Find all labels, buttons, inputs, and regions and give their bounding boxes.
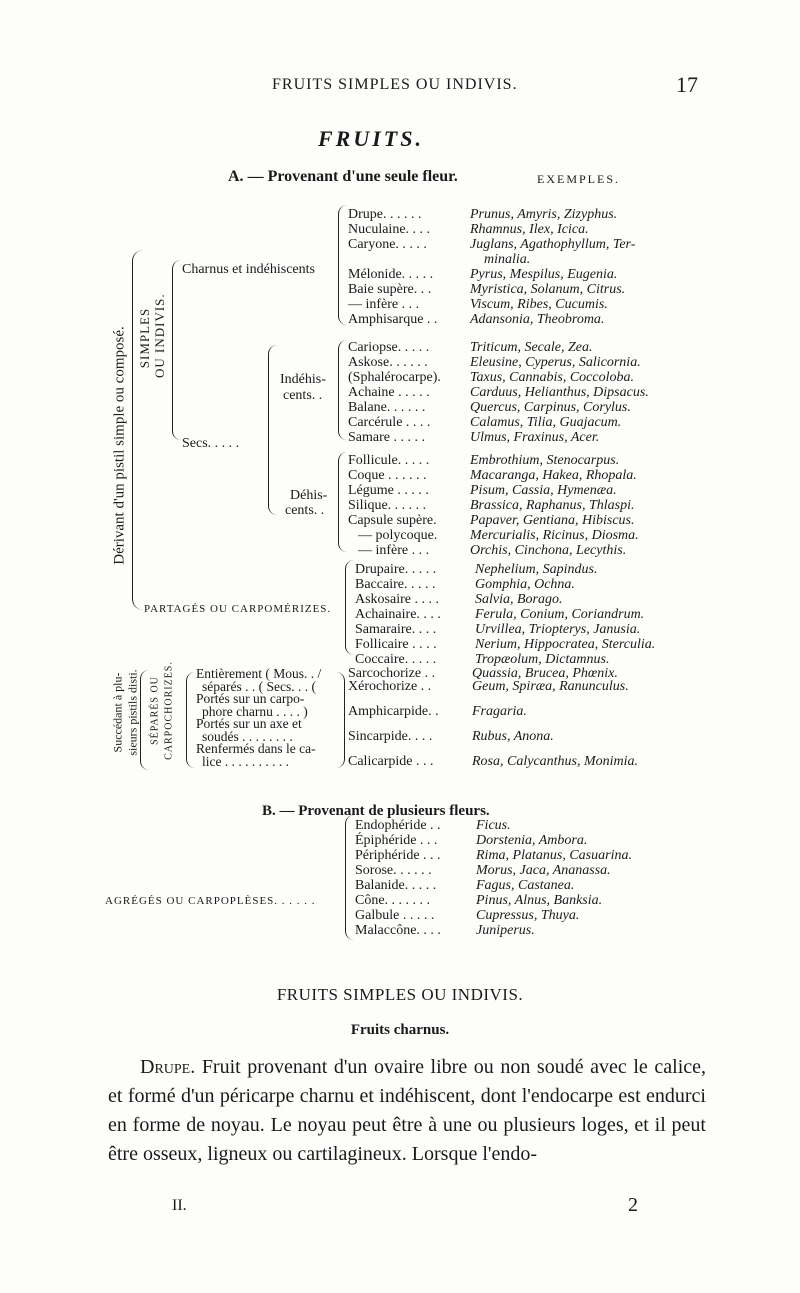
list-item: lice . . . . . . . . . . <box>202 753 289 769</box>
indehiscents-examples <box>470 340 649 445</box>
list-item: Viscum, Ribes, Cucumis. <box>470 297 608 312</box>
list-item: Adansonia, Theobroma. <box>470 312 605 327</box>
list-item: Calamus, Tilia, Guajacum. <box>470 415 622 430</box>
vertical-label-simples: SIMPLES <box>137 307 152 369</box>
list-item: Follicaire . . . . <box>355 637 437 652</box>
list-item: minalia. <box>484 252 531 267</box>
page-number: 17 <box>676 72 698 97</box>
separes-left-column <box>196 668 321 768</box>
list-item: Coccaire. . . . . <box>355 652 437 667</box>
label-indehiscents-2: cents. . <box>283 388 323 403</box>
brace-dehiscents <box>338 452 347 552</box>
list-item: Pisum, Cassia, Hymenæa. <box>470 483 617 498</box>
footer-signature-right: 2 <box>628 1194 638 1216</box>
partages-names <box>355 562 441 667</box>
list-item: Fagus, Castanea. <box>476 878 575 893</box>
list-item: Silique. . . . . . <box>348 498 427 513</box>
list-item: Salvia, Borago. <box>475 592 563 607</box>
list-item: Amphisarque . . <box>348 312 438 327</box>
list-item: Papaver, Gentiana, Hibiscus. <box>470 513 635 528</box>
list-item: Nephelium, Sapindus. <box>475 562 598 577</box>
list-item: Mélonide. . . . . <box>348 267 434 282</box>
list-item: Cupressus, Thuya. <box>476 908 580 923</box>
label-charnus: Charnus et indéhiscents <box>182 262 315 277</box>
list-item: Fragaria. <box>472 703 527 719</box>
list-item: Pyrus, Mespilus, Eugenia. <box>470 267 618 282</box>
charnus-names <box>348 207 437 327</box>
list-item: Quassia, Brucea, Phœnix. <box>472 666 618 681</box>
vertical-label-succedant-1: Succédant à plu- <box>110 672 125 753</box>
section-a-heading <box>228 168 458 186</box>
list-item: Sorose. . . . . . <box>355 863 432 878</box>
brace-indehiscents <box>338 340 347 440</box>
list-item: Portés sur un axe et <box>196 716 302 731</box>
list-item: Samare . . . . . <box>348 430 425 445</box>
list-item: Follicule. . . . . <box>348 453 430 468</box>
list-item: Quercus, Carpinus, Corylus. <box>470 400 631 415</box>
label-indehiscents-1: Indéhis- <box>280 372 326 387</box>
list-item: Entièrement ( Mous. . / <box>196 666 322 681</box>
list-item: Carduus, Helianthus, Dipsacus. <box>470 385 649 400</box>
list-item: Pinus, Alnus, Banksia. <box>476 893 603 908</box>
page-title: FRUITS. <box>318 126 424 151</box>
agreges-names <box>355 818 441 938</box>
brace-separes-right <box>336 672 345 768</box>
list-item: Achainaire. . . . <box>355 607 441 622</box>
paragraph-text: Fruit provenant d'un ovaire libre ou non soudé avec le calice, et formé d'un péricarpe charnu et indéhiscent, dont l'endocarpe est endurci en forme de noyau. Le noyau peut être à une ou plusieurs loges, et il peut être osseux, ligneux ou cartilagineux. Lorsque l'endo- <box>108 1056 707 1165</box>
brace-separes <box>186 672 195 768</box>
list-item: Tropæolum, Dictamnus. <box>475 652 610 667</box>
vertical-label-derivant: Dérivant d'un pistil simple ou composé. <box>111 326 128 565</box>
list-item: Amphicarpide. . <box>348 703 439 719</box>
charnus-examples <box>470 207 635 327</box>
vertical-label-separes-1: SÉPARÉS OU <box>149 676 161 745</box>
list-item: Nerium, Hippocratea, Sterculia. <box>475 637 656 652</box>
list-item: Coque . . . . . . <box>348 468 427 483</box>
list-item: Baccaire. . . . . <box>355 577 436 592</box>
list-item: Orchis, Cinchona, Lecythis. <box>470 543 627 558</box>
list-item: Juglans, Agathophyllum, Ter- <box>470 237 636 252</box>
list-item: Rosa, Calycanthus, Monimia. <box>472 753 639 769</box>
lower-subheading: Fruits charnus. <box>350 1022 450 1038</box>
list-item: Urvillea, Triopterys, Janusia. <box>475 622 641 637</box>
list-item: Taxus, Cannabis, Coccoloba. <box>470 370 634 385</box>
footer-signature-left: II. <box>172 1197 187 1214</box>
section-a-text: — Provenant d'une seule fleur. <box>247 168 458 185</box>
list-item: Morus, Jaca, Ananassa. <box>476 863 611 878</box>
list-item: Achaine . . . . . <box>348 385 430 400</box>
examples-label: EXEMPLES. <box>537 172 621 186</box>
list-item: Sarcochorize . . <box>348 666 436 681</box>
list-item: séparés . . ( Secs. . . ( <box>202 678 316 694</box>
list-item: Geum, Spiræa, Ranunculus. <box>472 678 629 694</box>
list-item: Balane. . . . . . <box>348 400 426 415</box>
list-item <box>348 252 437 267</box>
label-dehiscents-2: cents. . <box>285 503 325 518</box>
dehiscents-names <box>348 453 437 558</box>
body-paragraph <box>108 1053 706 1169</box>
list-item: Mercurialis, Ricinus, Diosma. <box>470 528 639 543</box>
list-item: Drupe. . . . . . <box>348 207 422 222</box>
list-item: Askose. . . . . . <box>348 355 428 370</box>
list-item: Ulmus, Fraxinus, Acer. <box>470 430 600 445</box>
vertical-label-separes-2: CARPOCHORIZES. <box>163 661 175 760</box>
list-item: Cône. . . . . . . <box>355 893 431 908</box>
list-item: Sincarpide. . . . <box>348 728 433 744</box>
vertical-label-indivis: OU INDIVIS. <box>152 293 167 378</box>
list-item: Myristica, Solanum, Citrus. <box>470 282 626 297</box>
list-item: Ficus. <box>476 818 511 833</box>
list-item: Ferula, Conium, Coriandrum. <box>475 607 645 622</box>
list-item: Épiphéride . . . <box>355 833 438 848</box>
list-item: Portés sur un carpo- <box>196 691 305 706</box>
list-item: Malaccône. . . . <box>355 923 441 938</box>
list-item: Macaranga, Hakea, Rhopala. <box>470 468 637 483</box>
list-item: Rubus, Anona. <box>472 728 554 744</box>
brace-simples <box>172 260 181 440</box>
running-header: FRUITS SIMPLES OU INDIVIS. <box>272 76 518 93</box>
list-item: Périphéride . . . <box>355 848 441 863</box>
brace-secs <box>268 345 277 515</box>
list-item: Renfermés dans le ca- <box>196 741 316 756</box>
vertical-label-succedant-2: sieurs pistils disti. <box>125 669 140 756</box>
list-item: Dorstenia, Ambora. <box>476 833 588 848</box>
separes-names <box>348 668 439 768</box>
list-item: Baie supère. . . <box>348 282 432 297</box>
list-item: Samaraire. . . . <box>355 622 437 637</box>
section-a-letter: A. <box>228 168 244 185</box>
agreges-examples <box>476 818 632 938</box>
list-item: Triticum, Secale, Zea. <box>470 340 593 355</box>
list-item: (Sphalérocarpe). <box>348 370 441 385</box>
section-b-text: — Provenant de plusieurs fleurs. <box>279 803 490 819</box>
list-item: Prunus, Amyris, Zizyphus. <box>470 207 618 222</box>
list-item: Juniperus. <box>476 923 535 938</box>
brace-agreges <box>345 815 354 940</box>
partages-examples <box>475 562 655 667</box>
list-item: soudés . . . . . . . . <box>202 728 293 744</box>
label-dehiscents-1: Déhis- <box>290 488 328 503</box>
list-item: — infère . . . <box>358 543 430 558</box>
list-item: Cariopse. . . . . <box>348 340 430 355</box>
separes-examples <box>472 668 638 768</box>
label-agreges: AGRÉGÉS OU CARPOPLÈSES. . . . . . <box>105 895 316 907</box>
list-item: — polycoque. <box>358 528 438 543</box>
list-item: Rhamnus, Ilex, Icica. <box>470 222 589 237</box>
list-item: phore charnu . . . . ) <box>202 703 308 719</box>
list-item: Carcérule . . . . <box>348 415 431 430</box>
brace-charnus <box>338 205 347 325</box>
list-item: Endophéride . . <box>355 818 441 833</box>
label-partages: PARTAGÉS OU CARPOMÉRIZES. <box>144 603 332 615</box>
list-item: Embrothium, Stenocarpus. <box>470 453 620 468</box>
list-item: Caryone. . . . . <box>348 237 427 252</box>
paragraph-lead: Drupe. <box>140 1056 196 1078</box>
lower-heading: FRUITS SIMPLES OU INDIVIS. <box>276 985 524 1004</box>
list-item: Capsule supère. <box>348 513 437 528</box>
list-item: Balanide. . . . . <box>355 878 437 893</box>
list-item: Légume . . . . . <box>348 483 429 498</box>
list-item: Eleusine, Cyperus, Salicornia. <box>470 355 641 370</box>
brace-succedant <box>140 670 149 770</box>
list-item: Gomphia, Ochna. <box>475 577 575 592</box>
section-b-letter: B. <box>262 803 276 819</box>
brace-partages <box>345 560 354 655</box>
indehiscents-names <box>348 340 441 445</box>
list-item: Brassica, Raphanus, Thlaspi. <box>470 498 635 513</box>
list-item: Galbule . . . . . <box>355 908 435 923</box>
list-item: — infère . . . <box>348 297 420 312</box>
list-item: Nuculaine. . . . <box>348 222 431 237</box>
list-item: Xérochorize . . <box>348 678 432 694</box>
list-item: Drupaire. . . . . <box>355 562 437 577</box>
list-item: Calicarpide . . . <box>348 753 434 769</box>
list-item: Rima, Platanus, Casuarina. <box>476 848 632 863</box>
list-item: Askosaire . . . . <box>355 592 439 607</box>
dehiscents-examples <box>470 453 639 558</box>
brace-derivant <box>132 250 143 610</box>
label-secs: Secs. . . . . <box>182 436 240 451</box>
